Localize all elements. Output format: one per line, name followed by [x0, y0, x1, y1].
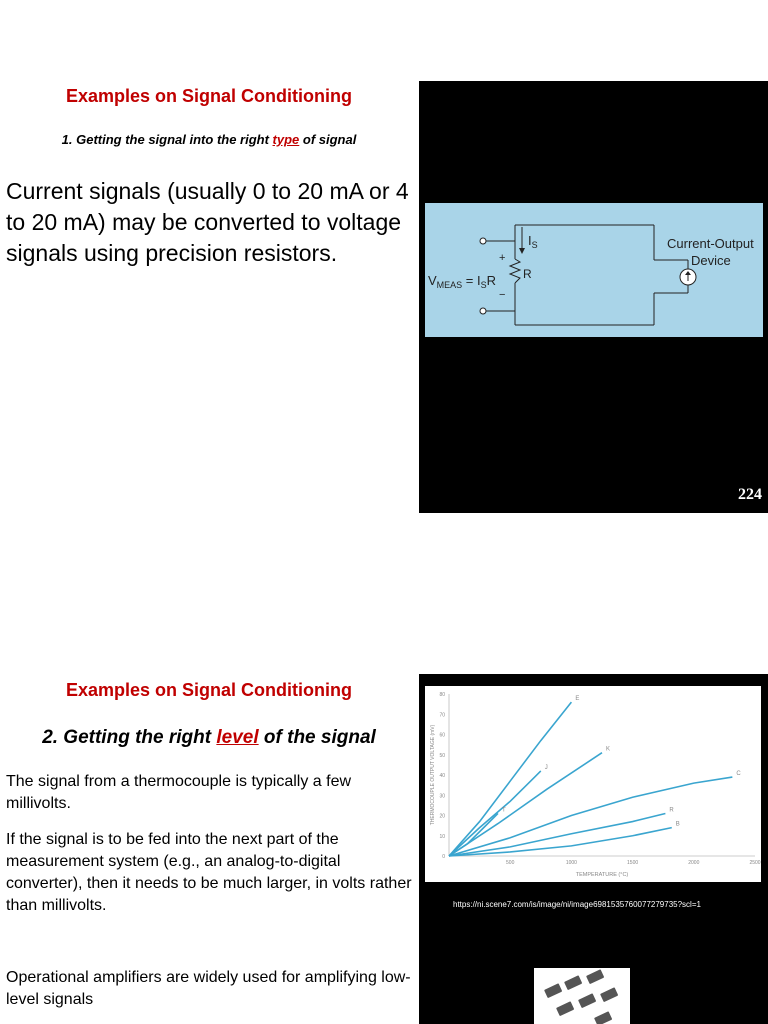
- slide2-para3: Operational amplifiers are widely used for amplifying low-level signals: [6, 969, 411, 1008]
- r-label: R: [523, 267, 532, 281]
- slide2-para1: The signal from a thermocouple is typically a few millivolts.: [6, 773, 352, 812]
- slide1-subtitle-pre: 1. Getting the signal into the right: [61, 132, 273, 147]
- slide1-subtitle-emph: type: [272, 132, 300, 147]
- circuit-diagram: [425, 203, 763, 337]
- chart-y-tick-label: 70: [439, 712, 445, 719]
- slide2-subtitle-emph: level: [216, 727, 259, 748]
- chart-y-tick-label: 20: [439, 813, 445, 820]
- chart-y-tick-label: 40: [439, 773, 445, 779]
- chart-y-tick-label: 50: [439, 752, 445, 759]
- chart-series-label-b: B: [675, 821, 680, 828]
- chart-series-label-r: R: [669, 807, 674, 814]
- chart-x-tick-label: 2000: [688, 860, 700, 866]
- chart-y-tick-label: 10: [439, 833, 445, 840]
- slide2-subtitle-post: of the signal: [258, 727, 376, 748]
- slide1-subtitle-post: of signal: [299, 132, 357, 147]
- chart-y-tick-label: 60: [439, 732, 445, 739]
- chart-x-tick-label: 500: [506, 860, 515, 866]
- page-number: 224: [738, 486, 762, 503]
- slide2-para2: If the signal is to be fed into the next part of the measurement system (e.g., an analog-to-digital converter), then it needs to be much larger, in volts rather than millivolts.: [6, 831, 412, 914]
- slide2-title: Examples on Signal Conditioning: [65, 680, 352, 700]
- slide1-image-panel: [419, 81, 768, 513]
- slide1-title: Examples on Signal Conditioning: [65, 86, 352, 106]
- device-label-line2: Device: [691, 253, 731, 268]
- slide1-body: Current signals (usually 0 to 20 mA or 4 to 20 mA) may be converted to voltage signals using precision resistors.: [6, 178, 409, 266]
- chart-y-tick-label: 30: [439, 793, 445, 800]
- slide2-subtitle-pre: 2. Getting the right: [42, 727, 217, 748]
- chart-series-label-c: C: [736, 771, 741, 778]
- slide2-image-panel: [419, 674, 768, 1024]
- minus-label: −: [499, 289, 506, 301]
- thermocouple-chart: [425, 686, 761, 882]
- slide1-subtitle: [0, 132, 418, 147]
- chart-y-tick-label: 0: [442, 854, 445, 860]
- is-label: $I_S$: [528, 233, 538, 250]
- plus-label: +: [499, 252, 506, 264]
- chart-x-tick-label: 2500: [749, 860, 761, 866]
- terminal-bottom: [480, 308, 486, 314]
- chart-series-label-k: K: [606, 746, 611, 753]
- device-label-line1: Current-Output: [667, 236, 754, 251]
- circuit-background: [425, 203, 763, 337]
- terminal-top: [480, 238, 486, 244]
- chart-series-label-j: J: [544, 764, 548, 771]
- chart-y-tick-label: 80: [439, 692, 445, 698]
- chart-x-tick-label: 1500: [627, 860, 639, 866]
- vmeas-equation: $V_{MEAS} = I_SR$: [428, 273, 497, 290]
- chart-x-tick-label: 1000: [565, 860, 577, 866]
- chart-y-axis-label: THERMOCOUPLE OUTPUT VOLTAGE (mV): [430, 724, 436, 826]
- chart-series-label-e: E: [575, 696, 580, 703]
- ic-chips-image: [534, 968, 630, 1024]
- slide2-subtitle: [0, 727, 418, 749]
- image-source-url[interactable]: https://ni.scene7.com/is/image/ni/image6981535760077279735?scl=1: [453, 900, 701, 909]
- chart-x-axis-label: TEMPERATURE (°C): [575, 872, 629, 878]
- chart-series-label-t: T: [501, 807, 506, 814]
